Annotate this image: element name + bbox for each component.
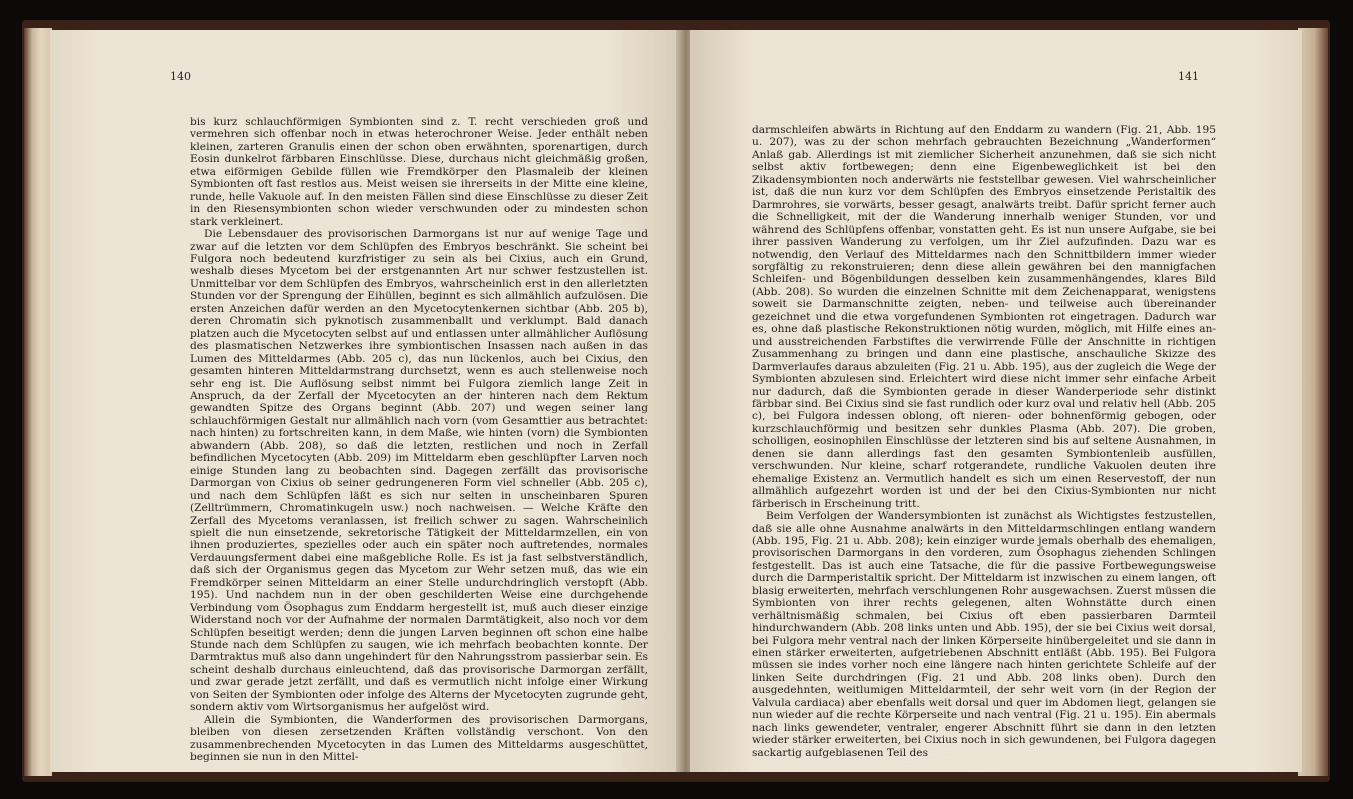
paragraph: bis kurz schlauchförmigen Symbionten sind z. T. recht verschieden groß und vermehren sich offenbar noch in etwas heterochroner Weise. Jeder enthält neben kleinen, zarteren Granulis einen der schon oben erwähnten, sporenartigen, durch Eosin dunkelrot färbbaren Einschlüsse. Diese, durchaus nicht gleichmäßig großen, etwa eiförmigen Gebilde füllen wie Fremdkörper den Plasmaleib der kleinen Symbionten oft fast restlos aus. Meist weisen sie ihrerseits in der Mitte eine kleine, runde, helle Vakuole auf. In den meisten Fällen sind diese Einschlüsse zu dieser Zeit in den Riesensymbionten schon wieder verschwunden oder zu mindesten schon stark verkleinert. bbox=[190, 116, 648, 228]
page-number-right: 141 bbox=[1178, 70, 1199, 83]
page-number-left: 140 bbox=[170, 70, 191, 83]
paragraph: Allein die Symbionten, die Wanderformen des provisorischen Darmorgans, bleiben von diesen zersetzenden Kräften vollständig verschont. Von den zusammenbrechenden Mycetocyten in das Lumen des Mitteldarms ausgeschüttet, beginnen sie nun in den Mittel- bbox=[190, 713, 648, 764]
left-page bbox=[50, 30, 682, 772]
right-page bbox=[690, 30, 1302, 772]
paragraph: Beim Verfolgen der Wandersymbionten ist zunächst als Wichtigstes festzustellen, daß sie alle ohne Ausnahme analwärts in den Mitteldarmschlingen entlang wandern (Abb. 195, Fig. 21 u. Abb. 208); kein einziger wurde jemals oberhalb des ehemaligen, provisorischen Darmorgans in den vorderen, zum Ösophagus ziehenden Schlingen festgestellt. Das ist auch eine Tatsache, die für die passive Fortbewegungsweise durch die Darmperistaltik spricht. Der Mitteldarm ist inzwischen zu einem langen, oft blasig erweiterten, mehrfach verschlungenen Rohr ausgewachsen. Zuerst müssen die Symbionten von ihrer rechts gelegenen, alten Wohnstätte durch einen verhältnismäßig schmalen, bei Cixius oft eben passierbaren Darmteil hindurchwandern (Abb. 208 links unten und Abb. 195), der sie bei Cixius weit dorsal, bei Fulgora mehr ventral nach der linken Körperseite hinübergeleitet und sie dann in einen stärker erweiterten, aufgetriebenen Abschnitt entläßt (Abb. 195). Bei Fulgora müssen sie indes vorher noch eine längere nach hinten gerichtete Schleife auf der linken Seite durchdringen (Fig. 21 und Abb. 208 links oben). Durch den ausgedehnten, weitlumigen Mitteldarmteil, der sehr weit vorn (in der Region der Valvula cardiaca) aber ebenfalls weit dorsal und quer im Abdomen liegt, gelangen sie nun wieder auf die rechte Körperseite und nach ventral (Fig. 21 u. 195). Ein abermals nach links gewendeter, ventraler, engerer Abschnitt führt sie dann in den letzten wieder stärker erweiterten, bei Cixius noch in sich gewundenen, bei Fulgora dagegen sackartig aufgeblasenen Teil des bbox=[752, 510, 1216, 759]
right-page-edges bbox=[1298, 28, 1328, 776]
right-page-text bbox=[752, 124, 1216, 759]
left-page-edges bbox=[24, 28, 52, 776]
paragraph: Die Lebensdauer des provisorischen Darmorgans ist nur auf wenige Tage und zwar auf die letzten vor dem Schlüpfen des Embryos beschränkt. Sie scheint bei Fulgora noch bedeutend kurzfristiger zu sein als bei Cixius, auch ein Grund, weshalb dieses Mycetom bei der erstgenannten Art nur schwer festzustellen ist. Unmittelbar vor dem Schlüpfen des Embryos, wahrscheinlich erst in den allerletzten Stunden vor der Sprengung der Eihüllen, beginnt es sich allmählich aufzulösen. Die ersten Anzeichen dafür werden an den Mycetocytenkernen sichtbar (Abb. 205 b), deren Chromatin sich pyknotisch zusammenballt und verklumpt. Bald danach platzen auch die Mycetocyten selbst auf und entlassen unter allmählicher Auflösung des plasmatischen Netzwerkes ihre symbiontischen Insassen nach außen in das Lumen des Mitteldarmes (Abb. 205 c), das nun lückenlos, auch bei Cixius, den gesamten hinteren Mitteldarmstrang durchsetzt, wenn es auch stellenweise noch sehr eng ist. Die Auflösung selbst nimmt bei Fulgora ziemlich lange Zeit in Anspruch, da der Zerfall der Mycetocyten an der hinteren nach dem Rektum gewandten Spitze des Organs beginnt (Abb. 207) und wegen seiner lang schlauchförmigen Gestalt nur allmählich nach vorn (vom Gesamttier aus betrachtet: nach hinten) zu fortschreiten kann, in dem Maße, wie hinten (vorn) die Symbionten abwandern (Abb. 208), so daß die letzten, restlichen und noch in Zerfall befindlichen Mycetocyten (Abb. 209) im Mitteldarm eben geschlüpfter Larven noch einige Stunden lang zu beobachten sind. Dagegen zerfällt das provisorische Darmorgan von Cixius ob seiner gedrungeneren Form viel schneller (Abb. 205 c), und nach dem Schlüpfen läßt es sich nur selten in unscheinbaren Spuren (Zelltrümmern, Chromatinkugeln usw.) noch nachweisen. — Welche Kräfte den Zerfall des Mycetoms veranlassen, ist freilich schwer zu sagen. Wahrscheinlich spielt die nun einsetzende, sekretorische Tätigkeit der Mitteldarmzellen, ein von ihnen produziertes, spezielles oder auch ein später noch auftretendes, normales Verdauungsferment dabei eine maßgebliche Rolle. Es ist ja fast selbstverständlich, daß sich der Organismus gegen das Mycetom zur Wehr setzen muß, das wie ein Fremdkörper seinen Mitteldarm an einer Stelle undurchdringlich verstopft (Abb. 195). Und nachdem nun in der oben geschilderten Weise eine durchgehende Verbindung vom Ösophagus zum Enddarm hergestellt ist, muß auch dieser einzige Widerstand noch vor der Aufnahme der normalen Darmtätigkeit, also noch vor dem Schlüpfen beseitigt werden; denn die jungen Larven beginnen oft schon eine halbe Stunde nach dem Schlüpfen zu saugen, wie ich mehrfach beobachten konnte. Der Darmtraktus muß also dann ungehindert für den Nahrungsstrom passierbar sein. Es scheint deshalb durchaus einleuchtend, daß das provisorische Darmorgan zerfällt, und zwar gerade jetzt zerfällt, und daß es vermutlich nicht infolge einer Wirkung von Seiten der Symbionten oder infolge des Alterns der Mycetocyten zugrunde geht, sondern aktiv vom Wirtsorganismus her aufgelöst wird. bbox=[190, 228, 648, 714]
paragraph: darmschleifen abwärts in Richtung auf den Enddarm zu wandern (Fig. 21, Abb. 195 u. 207), was zu der schon mehrfach gebrauchten Bezeichnung „Wanderformen“ Anlaß gab. Allerdings ist mit ziemlicher Sicherheit anzunehmen, daß sie sich nicht selbst aktiv fortbewegen; denn eine Eigenbeweglichkeit ist bei den Zikadensymbionten noch anderwärts nie feststellbar gewesen. Viel wahrscheinlicher ist, daß die nun kurz vor dem Schlüpfen des Embryos einsetzende Peristaltik des Darmrohres, sie vorwärts, besser gesagt, analwärts treibt. Dafür spricht ferner auch die Schnelligkeit, mit der die Wanderung innerhalb weniger Stunden, vor und während des Schlüpfens offenbar, vonstatten geht. Es ist nun unsere Aufgabe, sie bei ihrer passiven Wanderung zu verfolgen, um ihr Ziel aufzufinden. Dazu war es notwendig, den Verlauf des Mitteldarmes nach den Schnittbildern immer wieder sorgfältig zu rekonstruieren; denn diese allein gewähren bei den mannigfachen Schleifen- und Bögenbildungen desselben kein zusammenhängendes, klares Bild (Abb. 208). So wurden die einzelnen Schnitte mit dem Zeichenapparat, wenigstens soweit sie Darmanschnitte zeigten, neben- und teilweise auch übereinander gezeichnet und die etwa vorgefundenen Symbionten rot eingetragen. Dadurch war es, ohne daß plastische Rekonstruktionen nötig wurden, möglich, mit Hilfe eines an- und ausstreichenden Farbstiftes die verwirrende Fülle der Anschnitte in richtigen Zusammenhang zu bringen und dann eine plastische, anschauliche Skizze des Darmverlaufes daraus abzuleiten (Fig. 21 u. Abb. 195), aus der zugleich die Wege der Symbionten abzulesen sind. Erleichtert wird diese nicht immer sehr einfache Arbeit nur dadurch, daß die Symbionten gerade in dieser Wanderperiode sehr distinkt färbbar sind. Bei Cixius sind sie fast rundlich oder kurz oval und relativ hell (Abb. 205 c), bei Fulgora indessen oblong, oft nieren- oder bohnenförmig gebogen, oder kurzschlauchförmig und besitzen sehr dunkles Plasma (Abb. 207). Die groben, scholligen, eosinophilen Einschlüsse der letzteren sind bis auf seltene Ausnahmen, in denen sie dann allerdings fast den gesamten Symbiontenleib ausfüllen, verschwunden. Nur kleine, scharf rotgerandete, rundliche Vakuolen deuten ihre ehemalige Existenz an. Vermutlich handelt es sich um einen Reservestoff, der nun allmählich aufgezehrt worden ist und der bei den Cixius-Symbionten nur nicht färberisch in Erscheinung tritt. bbox=[752, 124, 1216, 510]
left-page-text bbox=[190, 116, 648, 764]
